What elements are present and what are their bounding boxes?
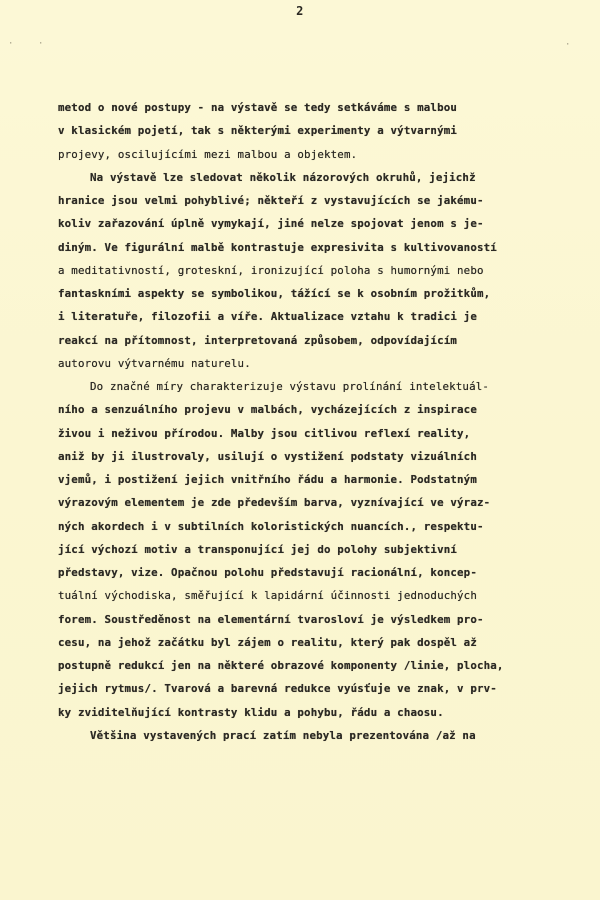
page-number: 2	[296, 4, 304, 18]
text-line: metod o nové postupy - na výstavě se tedy setkáváme s malbou	[58, 101, 458, 114]
text-line: aniž by ji ilustrovaly, usilují o vystižení podstaty vizuálních	[58, 449, 477, 463]
text-line: tuální východiska, směřující k lapidární účinnosti jednoduchých	[58, 589, 477, 603]
scan-speck: ·	[565, 40, 571, 50]
paragraph-start-line: Na výstavě lze sledovat několik názorových okruhů, jejichž	[90, 170, 476, 184]
scan-speck: ·	[38, 39, 44, 49]
text-line: projevy, oscilujícími mezi malbou a objektem.	[58, 147, 358, 161]
scan-speck: ·	[8, 39, 14, 49]
text-line: jící výchozí motiv a transponující jej do polohy subjektivní	[58, 542, 458, 556]
text-line: postupně redukcí jen na některé obrazové komponenty /linie, plocha,	[58, 659, 504, 672]
text-line: cesu, na jehož začátku byl zájem o realitu, který pak dospěl až	[58, 635, 477, 649]
typewritten-body	[0, 96, 600, 747]
text-line: představy, vize. Opačnou polohu představují racionální, koncep-	[58, 566, 477, 579]
text-line: i literatuře, filozofii a víře. Aktualizace vztahu k tradici je	[58, 310, 477, 324]
text-line: ky zviditelňující kontrasty klidu a pohybu, řádu a chaosu.	[58, 705, 444, 719]
text-line: koliv zařazování úplně vymykají, jiné nelze spojovat jenom s je-	[58, 217, 484, 231]
text-line: živou i neživou přírodou. Malby jsou citlivou reflexí reality,	[58, 426, 471, 440]
text-line: forem. Soustředěnost na elementární tvarosloví je výsledkem pro-	[58, 612, 484, 626]
text-line: jejich rytmus/. Tvarová a barevná redukce vyúsťuje ve znak, v prv-	[58, 682, 497, 696]
text-line: fantaskními aspekty se symbolikou, tážící se k osobním prožitkům,	[58, 287, 491, 300]
text-line: výrazovým elementem je zde především barva, vyznívající ve výraz-	[58, 496, 491, 510]
text-line: hranice jsou velmi pohyblivé; někteří z vystavujících se jakému-	[58, 194, 484, 207]
text-line: a meditativností, groteskní, ironizující poloha s humornými nebo	[58, 263, 484, 277]
text-line: ných akordech i v subtilních koloristických nuancích., respektu-	[58, 519, 484, 533]
text-line: v klasickém pojetí, tak s některými experimenty a výtvarnými	[58, 124, 458, 138]
paragraph-start-line: Do značné míry charakterizuje výstavu prolínání intelektuál-	[90, 380, 490, 393]
text-line: reakcí na přítomnost, interpretovaná způsobem, odpovídajícím	[58, 333, 458, 347]
text-line: vjemů, i postižení jejich vnitřního řádu a harmonie. Podstatným	[58, 473, 477, 486]
text-line: autorovu výtvarnému naturelu.	[58, 356, 251, 370]
text-line: diným. Ve figurální malbě kontrastuje expresivita s kultivovaností	[58, 240, 497, 254]
text-line: ního a senzuálního projevu v malbách, vycházejících z inspirace	[58, 403, 477, 417]
paragraph-start-line: Většina vystavených prací zatím nebyla prezentována /až na	[90, 728, 476, 742]
